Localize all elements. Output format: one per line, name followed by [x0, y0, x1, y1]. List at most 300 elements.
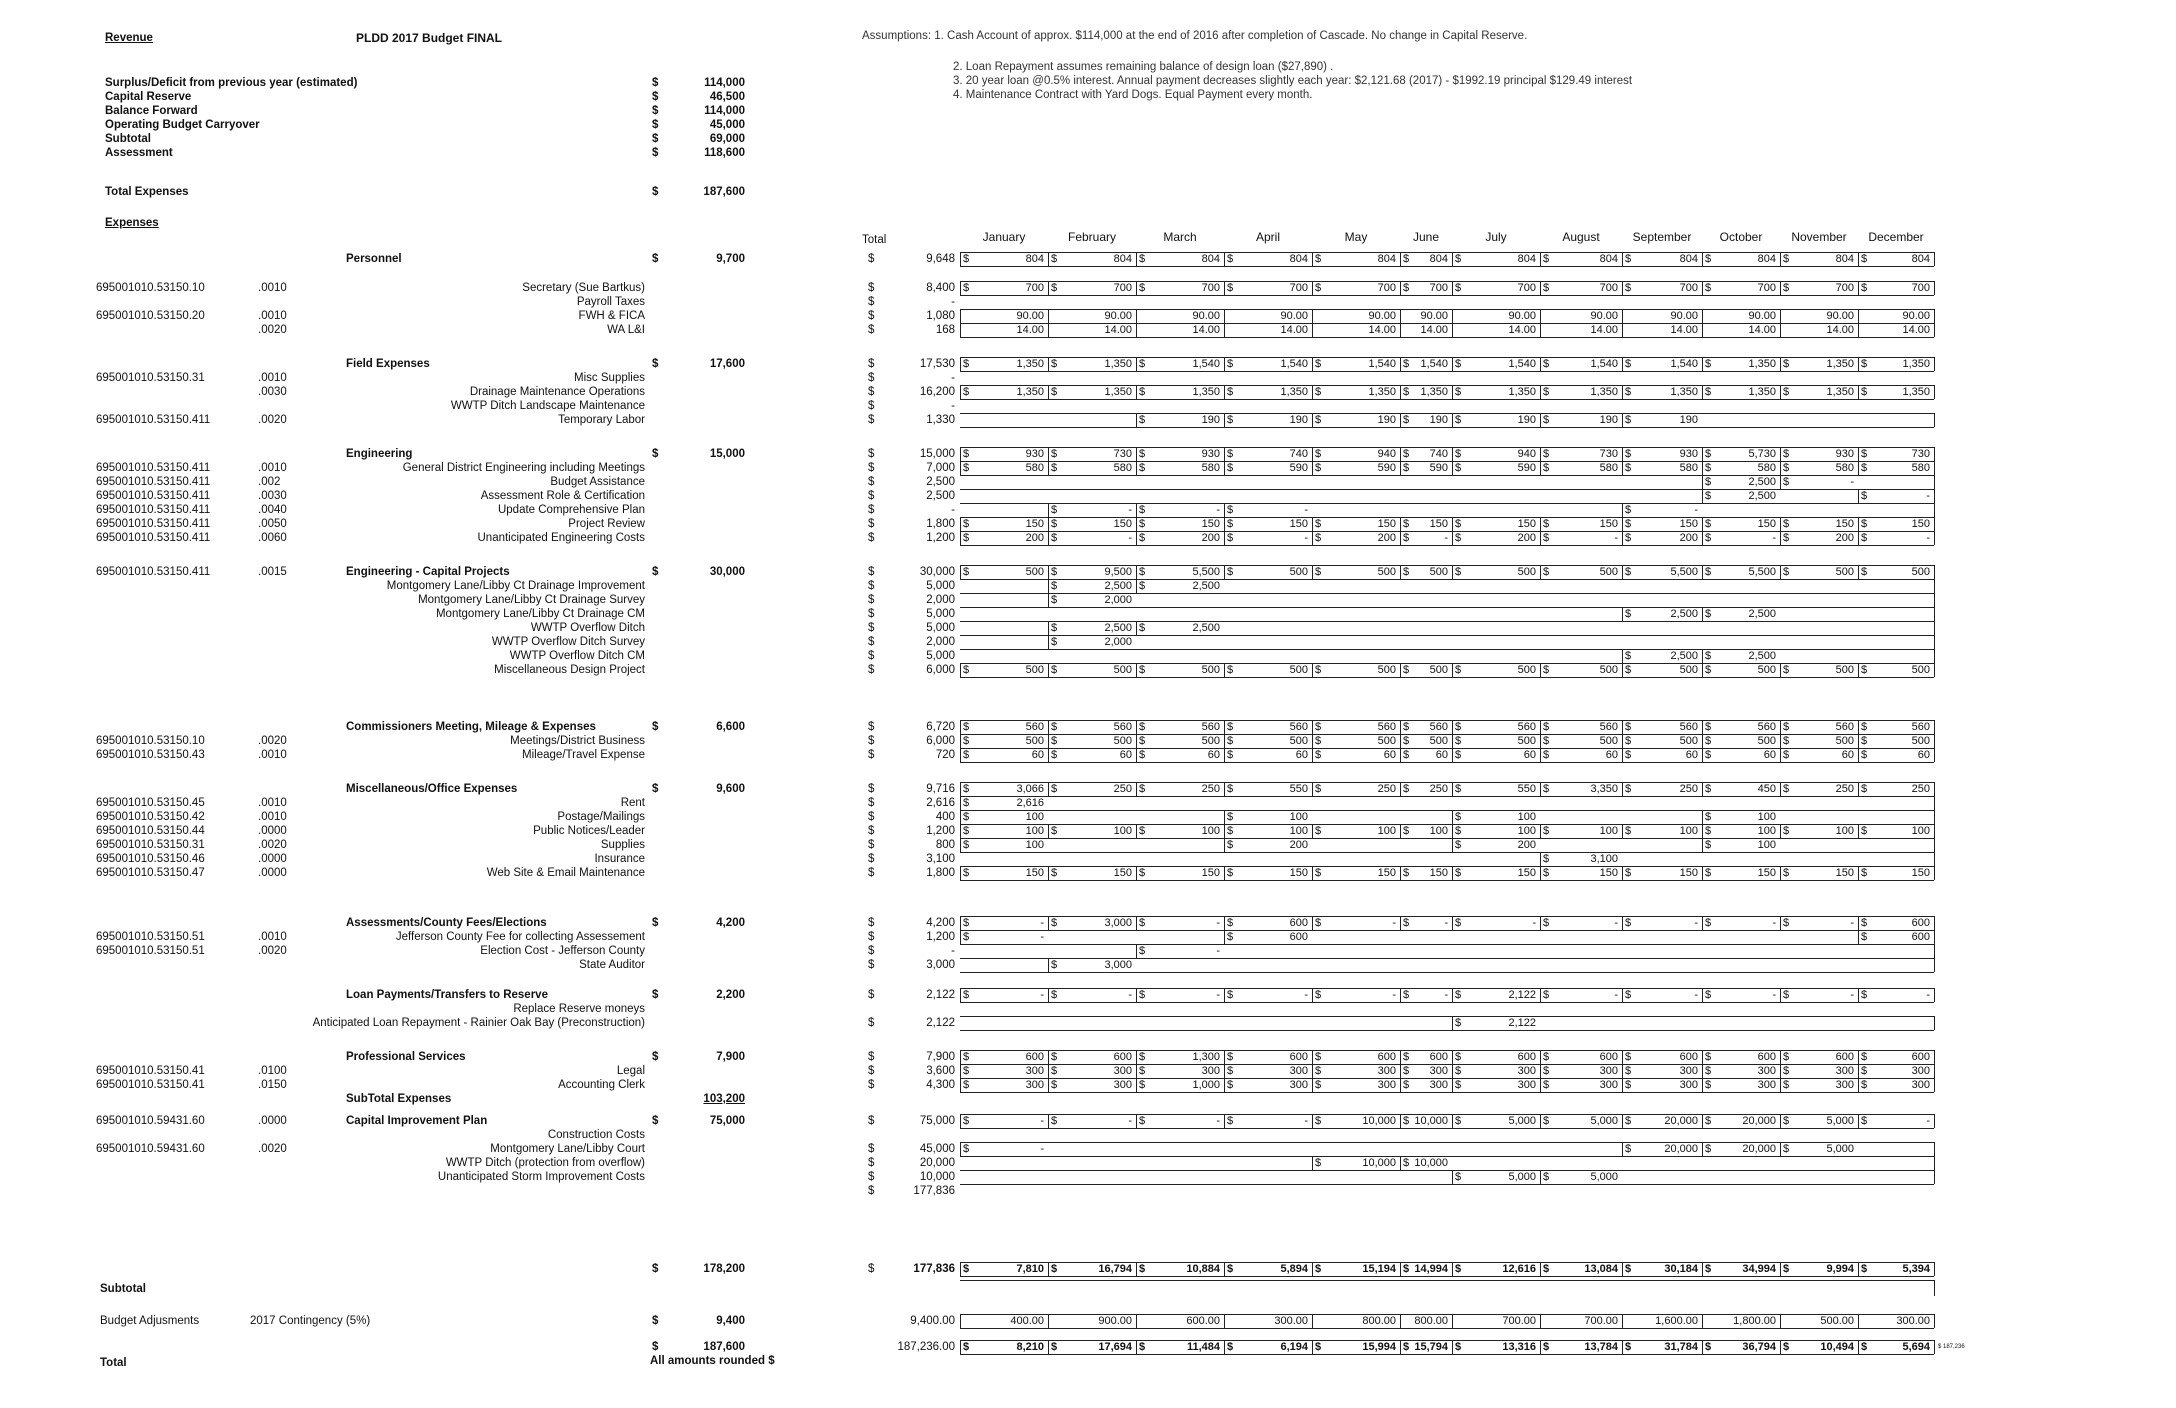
- cell-value: 300: [1113, 1065, 1132, 1077]
- month-cell: [1702, 649, 1780, 663]
- sub-code: .0050: [258, 518, 287, 530]
- month-cell: [1780, 663, 1858, 677]
- cell-value: 100: [1025, 811, 1044, 823]
- cell-value: 500: [1599, 566, 1618, 578]
- month-cell: [1452, 517, 1540, 531]
- row-total: 17,530: [919, 358, 955, 370]
- cell-currency: $: [1139, 622, 1146, 634]
- cell-currency: $: [1139, 253, 1146, 265]
- cell-currency: $: [1455, 783, 1462, 795]
- cell-currency: $: [1227, 839, 1234, 851]
- cell-currency: $: [1625, 1051, 1632, 1063]
- cell-border: [1622, 720, 1623, 734]
- month-cell: [1622, 1114, 1702, 1128]
- cell-border: [1224, 531, 1225, 545]
- cell-currency: $: [1403, 1263, 1410, 1275]
- cell-border: [1136, 323, 1137, 337]
- cell-border: [960, 796, 961, 810]
- cell-border: [1858, 281, 1859, 295]
- cell-border: [1702, 720, 1703, 734]
- cell-value: 2,000: [1104, 594, 1132, 606]
- row-bottom-border: [960, 427, 1934, 428]
- cell-value: 560: [1757, 721, 1776, 733]
- cell-value: 1,350: [1508, 386, 1536, 398]
- cell-currency: $: [1455, 989, 1462, 1001]
- cell-value: -: [1694, 504, 1698, 516]
- cell-currency: $: [1455, 518, 1462, 530]
- cell-currency: $: [1051, 253, 1058, 265]
- cell-value: 300: [1377, 1065, 1396, 1077]
- total-currency: $: [868, 608, 875, 620]
- cell-currency: $: [1543, 749, 1550, 761]
- cell-value: 250: [1113, 783, 1132, 795]
- month-cell: [1622, 385, 1702, 399]
- cell-value: 580: [1025, 462, 1044, 474]
- month-cell: [1702, 475, 1780, 489]
- cell-value: 1,540: [1508, 358, 1536, 370]
- month-cell: [1224, 663, 1312, 677]
- month-cell: [1622, 734, 1702, 748]
- cell-currency: $: [1315, 1051, 1322, 1063]
- cell-currency: $: [963, 386, 970, 398]
- cell-value: 20,000: [1664, 1143, 1698, 1155]
- month-cell: [1048, 579, 1136, 593]
- cell-value: -: [1772, 917, 1776, 929]
- month-cell: [960, 461, 1048, 475]
- cell-value: 100: [1517, 811, 1536, 823]
- cell-value: 300: [1679, 1065, 1698, 1077]
- total-currency: $: [868, 797, 875, 809]
- cell-border: [1858, 357, 1859, 371]
- cell-currency: $: [963, 462, 970, 474]
- sub-code: .002: [258, 476, 281, 488]
- cell-value: 1,300: [1192, 1051, 1220, 1063]
- cell-border: [960, 824, 961, 838]
- cell-border: [1048, 1064, 1049, 1078]
- cell-currency: $: [1543, 1079, 1550, 1091]
- month-cell: [1540, 1050, 1622, 1064]
- cell-border: [1780, 1262, 1781, 1276]
- month-cell: [1540, 748, 1622, 762]
- cell-value: 1,350: [1748, 358, 1776, 370]
- cell-currency: $: [1783, 721, 1790, 733]
- cell-value: 1,350: [1902, 386, 1930, 398]
- cell-currency: $: [1861, 386, 1868, 398]
- cell-value: 1,350: [1670, 386, 1698, 398]
- cell-currency: $: [1139, 358, 1146, 370]
- cell-currency: $: [1051, 448, 1058, 460]
- row-bottom-border: [960, 266, 1934, 267]
- cell-border: [1224, 930, 1225, 944]
- row-top-border: [960, 930, 1934, 931]
- footer-month-cell: [960, 1262, 1048, 1276]
- cell-border: [1622, 309, 1623, 323]
- total-currency: $: [868, 414, 875, 426]
- total-currency: $: [868, 518, 875, 530]
- month-cell: [1702, 531, 1780, 545]
- month-cell: [1136, 461, 1224, 475]
- row-bottom-border: [960, 399, 1934, 400]
- account-code: 695001010.53150.411: [96, 504, 211, 516]
- footer-month-cell: [1312, 1340, 1400, 1354]
- cell-currency: $: [1625, 504, 1632, 516]
- cell-currency: $: [1625, 532, 1632, 544]
- cell-border: [1452, 838, 1453, 852]
- cell-border: [1452, 1340, 1453, 1354]
- footer-month-cell: [1136, 1314, 1224, 1328]
- cell-currency: $: [963, 1065, 970, 1077]
- month-cell: [1224, 810, 1312, 824]
- month-cell: [1702, 385, 1780, 399]
- month-cell: [1400, 461, 1452, 475]
- cell-currency: $: [1543, 1065, 1550, 1077]
- cell-border: [1702, 1050, 1703, 1064]
- cell-border: [1048, 447, 1049, 461]
- month-cell: [1136, 720, 1224, 734]
- cell-currency: $: [1861, 825, 1868, 837]
- cell-value: 1,350: [1748, 386, 1776, 398]
- cell-border: [1622, 1142, 1623, 1156]
- line-item-label: Montgomery Lane/Libby Court: [490, 1143, 645, 1155]
- category-label: Capital Improvement Plan: [346, 1115, 488, 1127]
- month-cell: [1540, 663, 1622, 677]
- sub-code: .0000: [258, 825, 287, 837]
- cell-value: 300: [1025, 1079, 1044, 1091]
- cell-border: [1452, 1050, 1453, 1064]
- cell-border: [1858, 824, 1859, 838]
- month-cell: [1452, 1170, 1540, 1184]
- cell-currency: $: [1051, 1079, 1058, 1091]
- cell-value: -: [1040, 1143, 1044, 1155]
- cell-border: [1858, 1262, 1859, 1276]
- cell-currency: $: [1705, 518, 1712, 530]
- cell-border: [1702, 252, 1703, 266]
- category-currency: $: [652, 253, 659, 265]
- cell-border: [1780, 866, 1781, 880]
- row-total: 6,000: [926, 735, 955, 747]
- cell-border: [1622, 748, 1623, 762]
- cell-value: -: [1040, 917, 1044, 929]
- cell-border: [1312, 988, 1313, 1002]
- cell-value: 500: [1201, 664, 1220, 676]
- row-top-border: [960, 1156, 1934, 1157]
- month-cell: [1622, 663, 1702, 677]
- cell-border: [1540, 1170, 1541, 1184]
- footer-month-cell: [960, 1340, 1048, 1354]
- cell-currency: $: [1315, 253, 1322, 265]
- cell-border: [1702, 1262, 1703, 1276]
- cell-border: [1540, 447, 1541, 461]
- cell-border: [1858, 1340, 1859, 1354]
- cell-border: [1702, 281, 1703, 295]
- cell-value: 2,500: [1104, 580, 1132, 592]
- cell-currency: $: [1625, 386, 1632, 398]
- row-total: 177,836: [913, 1185, 955, 1197]
- month-cell: [1780, 323, 1858, 337]
- account-code: 695001010.53150.411: [96, 462, 211, 474]
- cell-value: 11,484: [1186, 1341, 1220, 1353]
- cell-value: 700: [1429, 282, 1448, 294]
- cell-border: [1540, 1078, 1541, 1092]
- cell-border: [1048, 663, 1049, 677]
- cell-border: [1312, 413, 1313, 427]
- row-top-border: [960, 852, 1934, 853]
- month-cell: [960, 748, 1048, 762]
- footer-month-cell: [1540, 1340, 1622, 1354]
- row-end-border: [1934, 1262, 1935, 1276]
- cell-border: [1048, 1340, 1049, 1354]
- cell-currency: $: [1315, 749, 1322, 761]
- month-cell: [1224, 916, 1312, 930]
- month-cell: [1780, 531, 1858, 545]
- cell-currency: $: [1315, 358, 1322, 370]
- cell-value: 300: [1289, 1065, 1308, 1077]
- cell-border: [1312, 734, 1313, 748]
- cell-value: 300: [1025, 1065, 1044, 1077]
- month-cell: [960, 517, 1048, 531]
- month-cell: [1622, 565, 1702, 579]
- month-cell: [1312, 748, 1400, 762]
- cell-currency: $: [1227, 917, 1234, 929]
- month-cell: [1858, 930, 1934, 944]
- line-item-label: WWTP Overflow Ditch: [530, 622, 645, 634]
- cell-currency: $: [963, 664, 970, 676]
- month-cell: [1136, 357, 1224, 371]
- cell-currency: $: [1543, 448, 1550, 460]
- cell-value: 1,540: [1280, 358, 1308, 370]
- cell-value: 2,500: [1192, 622, 1220, 634]
- month-cell: [1622, 1078, 1702, 1092]
- month-cell: [1622, 413, 1702, 427]
- cell-value: 804: [1911, 253, 1930, 265]
- cell-border: [960, 988, 961, 1002]
- account-code: 695001010.53150.411: [96, 490, 211, 502]
- cell-value: 500: [1757, 664, 1776, 676]
- cell-value: 60: [1435, 749, 1448, 761]
- month-cell: [960, 309, 1048, 323]
- cell-border: [1452, 252, 1453, 266]
- account-code: 695001010.53150.10: [96, 282, 205, 294]
- month-cell: [960, 734, 1048, 748]
- month-cell: [1780, 782, 1858, 796]
- cell-border: [1622, 1114, 1623, 1128]
- cell-currency: $: [963, 989, 970, 1001]
- month-cell: [1780, 734, 1858, 748]
- cell-border: [1048, 621, 1049, 635]
- cell-border: [1400, 1050, 1401, 1064]
- cell-border: [1224, 1064, 1225, 1078]
- cell-border: [1858, 461, 1859, 475]
- cell-border: [960, 734, 961, 748]
- cell-currency: $: [1403, 664, 1410, 676]
- total-currency: $: [868, 622, 875, 634]
- month-cell: [1858, 748, 1934, 762]
- cell-currency: $: [1315, 1079, 1322, 1091]
- cell-currency: $: [1783, 1079, 1790, 1091]
- cell-value: 10,000: [1362, 1157, 1396, 1169]
- month-cell: [1702, 734, 1780, 748]
- cell-currency: $: [1861, 749, 1868, 761]
- cell-currency: $: [1403, 1079, 1410, 1091]
- cell-border: [1048, 579, 1049, 593]
- month-cell: [1400, 385, 1452, 399]
- month-cell: [1702, 748, 1780, 762]
- cell-currency: $: [1139, 1115, 1146, 1127]
- cell-border: [1400, 252, 1401, 266]
- cell-border: [1622, 1050, 1623, 1064]
- cell-value: 1,350: [1104, 358, 1132, 370]
- cell-value: 10,000: [1414, 1115, 1448, 1127]
- month-cell: [1702, 607, 1780, 621]
- cell-border: [1452, 357, 1453, 371]
- cell-border: [1452, 413, 1453, 427]
- cell-border: [1622, 1340, 1623, 1354]
- cell-border: [1400, 782, 1401, 796]
- cell-border: [1540, 565, 1541, 579]
- line-item-label: Accounting Clerk: [558, 1079, 645, 1091]
- cell-currency: $: [1543, 253, 1550, 265]
- category-label: Commissioners Meeting, Mileage & Expenses: [346, 721, 596, 733]
- month-cell: [1452, 309, 1540, 323]
- month-cell: [1702, 720, 1780, 734]
- cell-value: 150: [1757, 867, 1776, 879]
- line-item-label: Payroll Taxes: [576, 296, 645, 308]
- cell-border: [1452, 1064, 1453, 1078]
- cell-value: 600: [1835, 1051, 1854, 1063]
- cell-border: [1858, 748, 1859, 762]
- row-total: 1,200: [926, 532, 955, 544]
- cell-border: [1858, 489, 1859, 503]
- month-cell: [1622, 720, 1702, 734]
- month-cell: [1622, 447, 1702, 461]
- cell-value: 14.00: [1368, 324, 1396, 336]
- month-cell: [1400, 517, 1452, 531]
- cell-currency: $: [963, 797, 970, 809]
- month-cell: [1858, 323, 1934, 337]
- total-label: Total: [100, 1357, 127, 1369]
- cell-value: 5,894: [1280, 1263, 1308, 1275]
- cell-value: 1,350: [1420, 386, 1448, 398]
- category-amount: 30,000: [709, 566, 745, 578]
- cell-border: [1780, 916, 1781, 930]
- cell-value: -: [1850, 917, 1854, 929]
- cell-value: 300: [1377, 1079, 1396, 1091]
- month-cell: [1136, 988, 1224, 1002]
- row-end-border: [1934, 252, 1935, 266]
- cell-value: -: [1694, 917, 1698, 929]
- sub-code: .0020: [258, 1143, 287, 1155]
- month-cell: [1224, 782, 1312, 796]
- cell-currency: $: [1051, 1051, 1058, 1063]
- cell-value: 14.00: [1192, 324, 1220, 336]
- total-currency: $: [868, 448, 875, 460]
- month-cell: [1858, 916, 1934, 930]
- cell-border: [960, 916, 961, 930]
- account-code: 695001010.53150.411: [96, 532, 211, 544]
- month-cell: [1452, 565, 1540, 579]
- cell-border: [960, 663, 961, 677]
- row-end-border: [1934, 796, 1935, 810]
- month-cell: [1452, 748, 1540, 762]
- cell-value: 90.00: [1826, 310, 1854, 322]
- cell-border: [1224, 782, 1225, 796]
- cell-border: [1400, 565, 1401, 579]
- cell-value: 600.00: [1186, 1315, 1220, 1327]
- cell-border: [1224, 1078, 1225, 1092]
- row-end-border: [1934, 916, 1935, 930]
- cell-border: [1540, 720, 1541, 734]
- cell-currency: $: [1315, 1065, 1322, 1077]
- footer-month-cell: [1702, 1314, 1780, 1328]
- cell-value: 300.00: [1274, 1315, 1308, 1327]
- cell-border: [1400, 1156, 1401, 1170]
- month-cell: [1780, 475, 1858, 489]
- cell-value: 560: [1377, 721, 1396, 733]
- cell-currency: $: [1403, 1115, 1410, 1127]
- category-label: Professional Services: [346, 1051, 466, 1063]
- month-cell: [1540, 252, 1622, 266]
- cell-value: 190: [1599, 414, 1618, 426]
- month-cell: [1312, 357, 1400, 371]
- cell-value: 20,000: [1742, 1115, 1776, 1127]
- cell-value: 90.00: [1104, 310, 1132, 322]
- cell-border: [1048, 252, 1049, 266]
- cell-value: 14.00: [1420, 324, 1448, 336]
- cell-currency: $: [1455, 566, 1462, 578]
- month-cell: [1224, 748, 1312, 762]
- cell-value: -: [1128, 504, 1132, 516]
- cell-border: [1702, 663, 1703, 677]
- cell-border: [1858, 930, 1859, 944]
- cell-value: 5,694: [1902, 1341, 1930, 1353]
- cell-currency: $: [1051, 532, 1058, 544]
- row-end-border: [1934, 475, 1935, 489]
- line-item-label: Election Cost - Jefferson County: [480, 945, 645, 957]
- cell-value: 300: [1757, 1079, 1776, 1091]
- cell-currency: $: [1227, 448, 1234, 460]
- row-top-border: [960, 988, 1934, 989]
- revenue-amount: 118,600: [704, 147, 745, 159]
- row-end-border: [1934, 838, 1935, 852]
- cell-currency: $: [1403, 1341, 1410, 1353]
- cell-border: [1400, 531, 1401, 545]
- row-total: 4,200: [926, 917, 955, 929]
- cell-currency: $: [1139, 825, 1146, 837]
- row-total: 720: [935, 749, 955, 761]
- row-total: 8,400: [926, 282, 955, 294]
- row-total: 30,000: [919, 566, 955, 578]
- category-currency: $: [652, 1051, 659, 1063]
- account-code: 695001010.53150.41: [96, 1079, 205, 1091]
- cell-currency: $: [1783, 735, 1790, 747]
- month-cell: [1540, 385, 1622, 399]
- line-item-label: Supplies: [600, 839, 645, 851]
- month-cell: [1136, 1114, 1224, 1128]
- cell-currency: $: [1227, 253, 1234, 265]
- cell-currency: $: [1861, 566, 1868, 578]
- month-cell: [1622, 531, 1702, 545]
- cell-currency: $: [1705, 735, 1712, 747]
- cell-currency: $: [1625, 867, 1632, 879]
- month-cell: [1048, 782, 1136, 796]
- cell-border: [1136, 503, 1137, 517]
- month-cell: [1702, 1050, 1780, 1064]
- row-total: 5,000: [926, 622, 955, 634]
- cell-currency: $: [1625, 735, 1632, 747]
- month-cell: [1780, 824, 1858, 838]
- cell-border: [960, 531, 961, 545]
- cell-value: 590: [1377, 462, 1396, 474]
